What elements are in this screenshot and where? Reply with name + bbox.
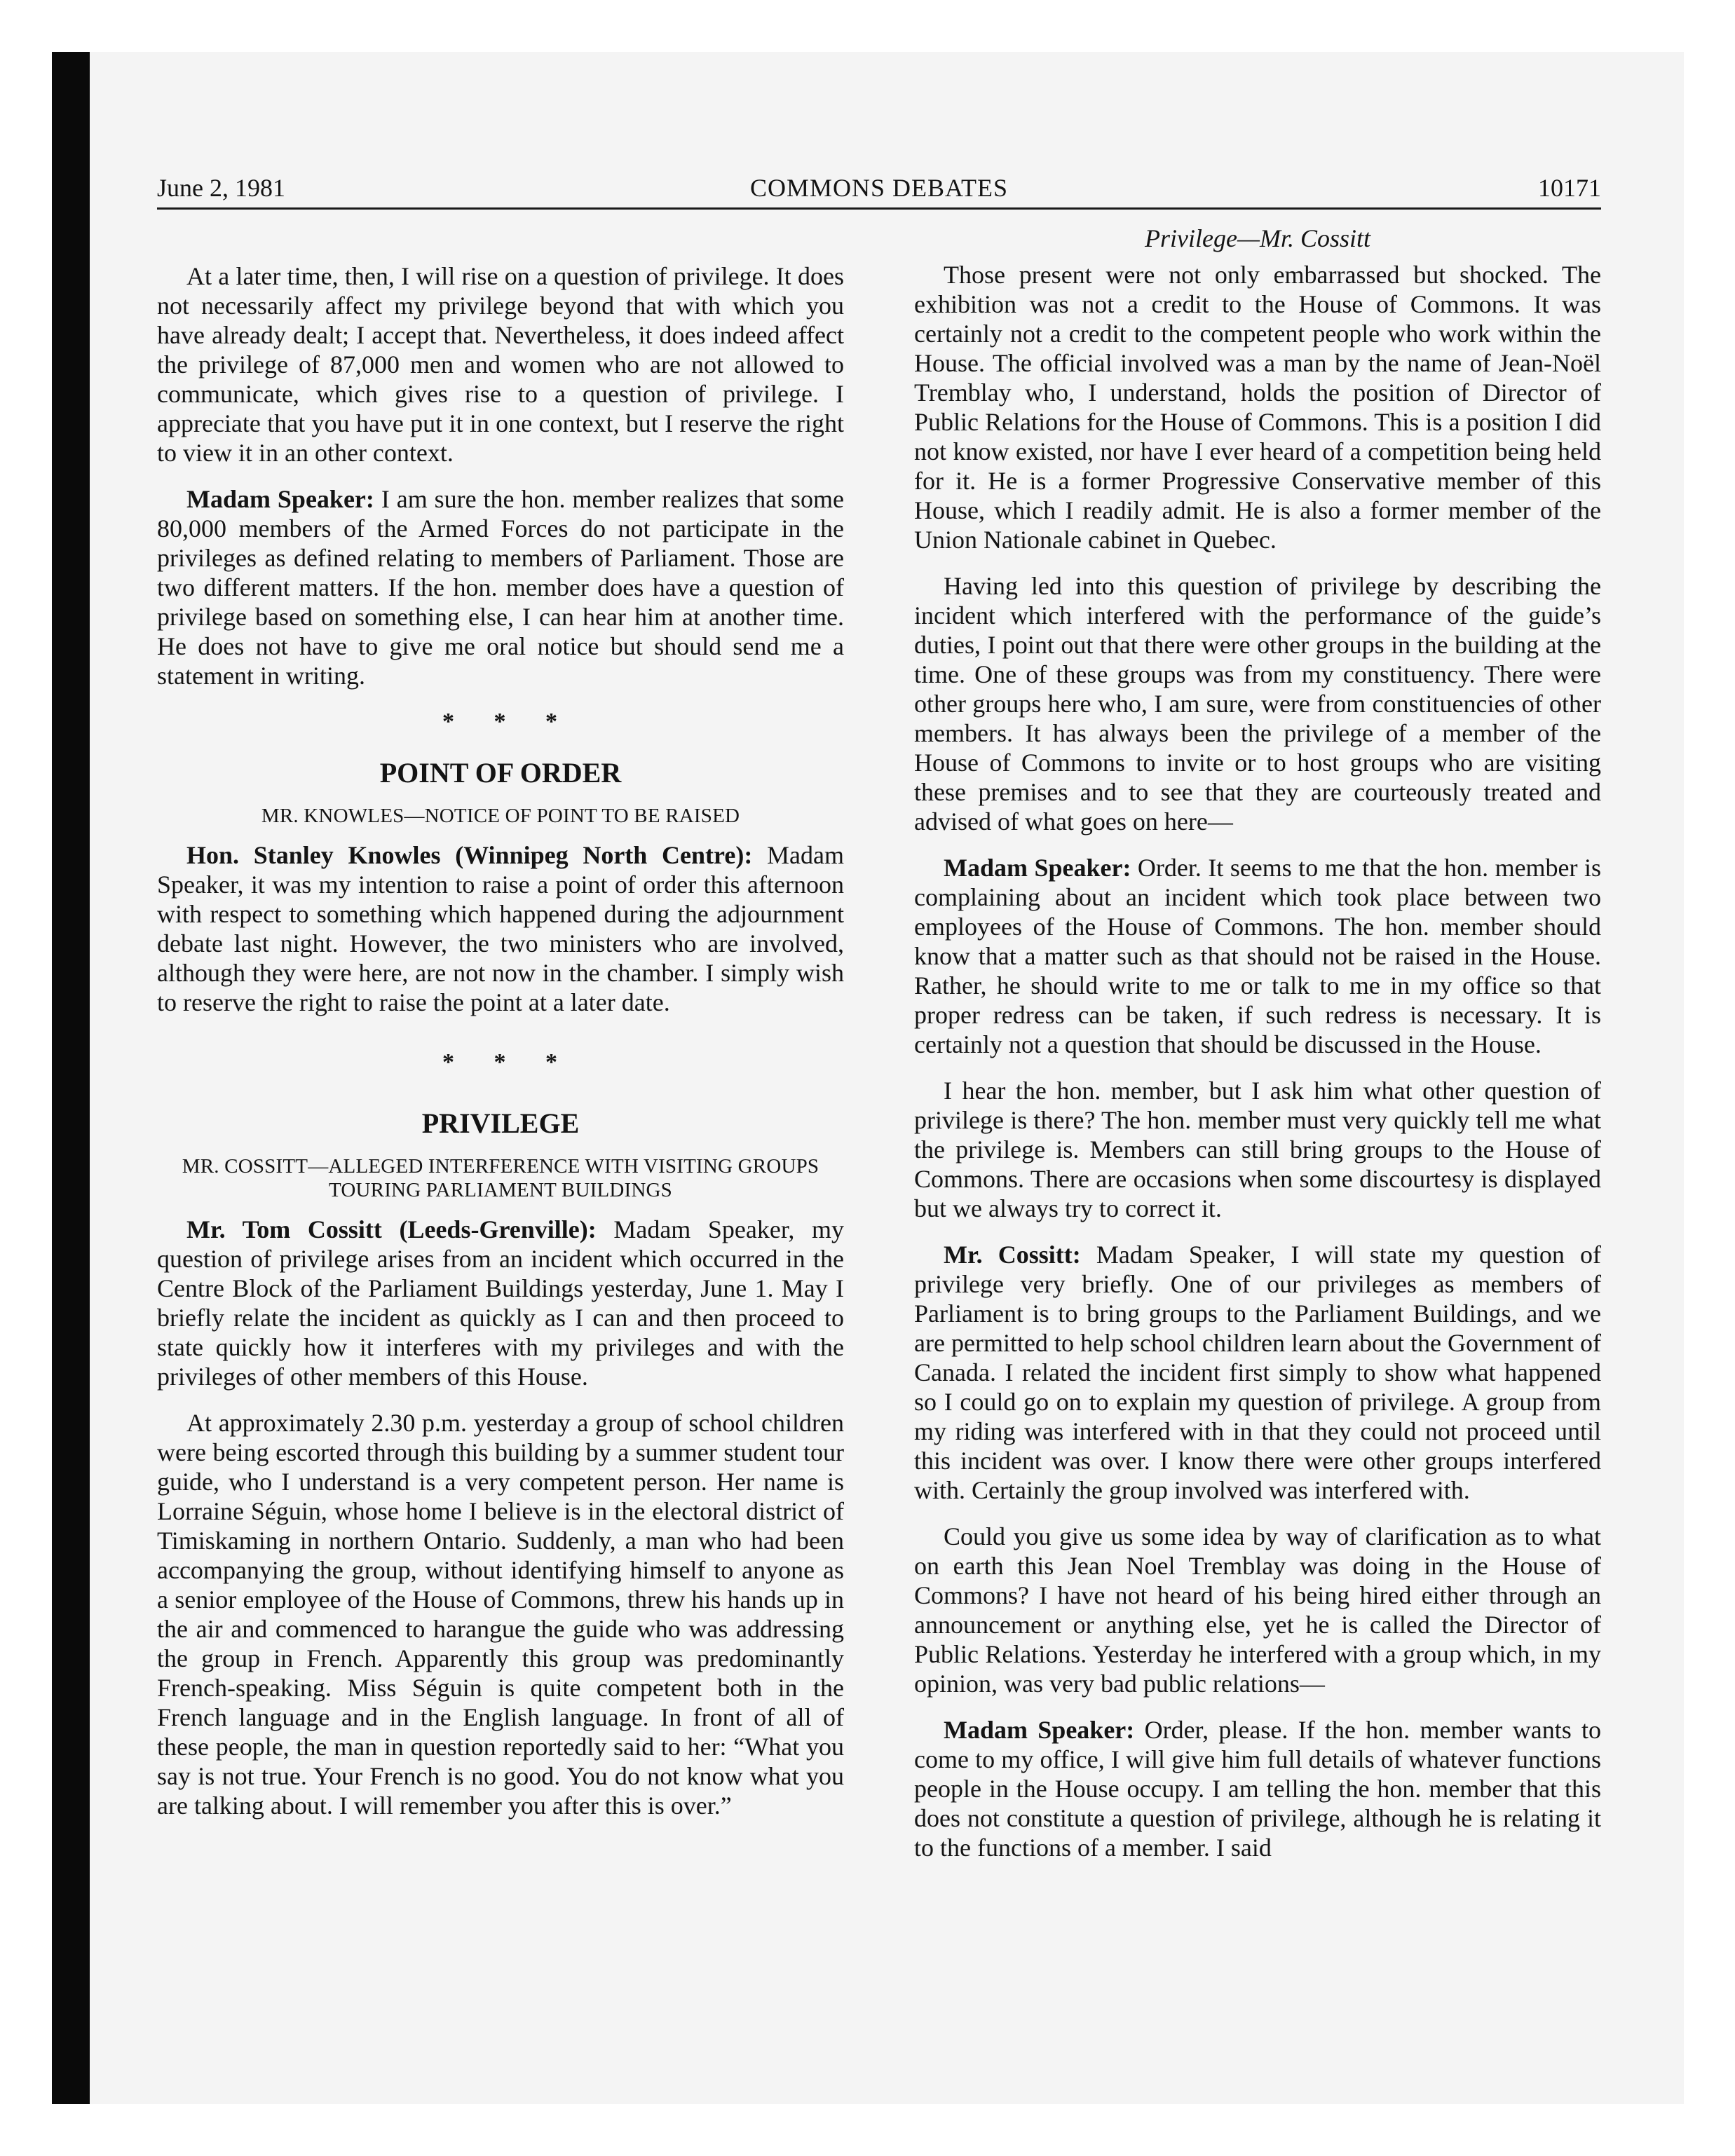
speaker-name: Madam Speaker: (944, 854, 1131, 882)
header-page-number: 10171 (1538, 174, 1601, 202)
speech-text: I am sure the hon. member realizes that some 80,000 members of the Armed Forces do not participate in the privileges as defined relating to members of Parliament. Those are two different matters. If the hon. member does have a question of privilege based on something else, I can hear him at another time. He does not have to give me oral notice but should send me a statement in writing. (157, 485, 844, 690)
section-separator: * * * (442, 1049, 574, 1075)
header-journal-title: COMMONS DEBATES (749, 174, 1009, 202)
speaker-name: Mr. Cossitt: (944, 1241, 1081, 1269)
paragraph: At approximately 2.30 p.m. yesterday a group of school children were being escorted through this building by a summer student tour guide, who I understand is a very competent person. Her name is Lorraine Séguin, whose home I believe is in the electoral district of Timiskaming in northern Ontario. Suddenly, a man who had been accompanying the group, without identifying himself to anyone as a senior employee of the House of Commons, threw his hands up in the air and commenced to harangue the guide who was addressing the group in French. Apparently this group was predominantly French-speaking. Miss Séguin is quite competent both in the French language and in the English language. In front of all of these people, the man in question reportedly said to her: “What you say is not true. Your French is no good. You do not know what you are talking about. I will remember you after this is over.” (157, 1409, 844, 1820)
paragraph: I hear the hon. member, but I ask him what other question of privilege is there? The hon. member must very quickly tell me what the privilege is. Members can still bring groups to the House of Commons. There are occasions when some discourtesy is displayed but we always try to correct it. (914, 1077, 1601, 1222)
speech-paragraph (914, 853, 1601, 1059)
column-running-title: Privilege—Mr. Cossitt (1145, 224, 1370, 252)
right-column (914, 222, 1601, 1862)
speech-text: Order, please. If the hon. member wants to come to my office, I will give him full details of whatever functions people in the House occupy. I am telling the hon. member that this does not constitute a question of privilege, although he is relating it to the functions of a member. I said (914, 1716, 1601, 1862)
speaker-name: Madam Speaker: (186, 485, 374, 513)
speaker-name: Madam Speaker: (944, 1716, 1135, 1744)
section-subheading: MR. KNOWLES—NOTICE OF POINT TO BE RAISED (261, 805, 740, 827)
speech-text: Madam Speaker, it was my intention to raise a point of order this afternoon with respect to something which happened during the adjournment debate last night. However, the two ministers who are involved, although they were here, are not now in the chamber. I simply wish to reserve the right to raise the point at a later date. (157, 841, 845, 1016)
speech-text: Order. It seems to me that the hon. member is complaining about an incident which took place between two employees of the House of Commons. The hon. member should know that a matter such as that should not be raised in the House. Rather, he should write to me or talk to me in my office so that proper redress can be taken, if such redress is necessary. It is certainly not a question that should be discussed in the House. (914, 854, 1601, 1058)
section-subheading-line-1: MR. COSSITT—ALLEGED INTERFERENCE WITH VISITING GROUPS (182, 1155, 819, 1178)
speaker-name: Hon. Stanley Knowles (Winnipeg North Centre): (186, 841, 753, 869)
speech-paragraph (914, 1240, 1601, 1505)
section-separator: * * * (442, 709, 574, 735)
paragraph: Having led into this question of privilege by describing the incident which interfered with the performance of the guide’s duties, I point out that there were other groups in the building at the time. One of these groups was from my constituency. There were other groups here who, I am sure, were from constituencies of other members. It has always been the privilege of a member of the House of Commons to invite or to host groups who are visiting these premises and to see that they are courteously treated and advised of what goes on here— (914, 572, 1601, 835)
section-heading-privilege: PRIVILEGE (421, 1107, 580, 1139)
speaker-name: Mr. Tom Cossitt (Leeds-Grenville): (186, 1215, 597, 1243)
speech-text: Madam Speaker, I will state my question of privilege very briefly. One of our privileges as members of Parliament is to bring groups to the Parliament Buildings, and we are permitted to help school children learn about the Government of Canada. I related the incident first simply to show what happened so I could go on to explain my question of privilege. A group from my riding was interfered with in that they could not proceed until this incident was over. I know there were other groups interfered with. Certainly the group involved was interfered with. (914, 1241, 1602, 1504)
speech-paragraph (157, 484, 844, 690)
header-date: June 2, 1981 (157, 174, 285, 202)
hansard-page (157, 168, 1602, 1862)
section-subheading-line-2: TOURING PARLIAMENT BUILDINGS (328, 1179, 673, 1201)
speech-paragraph (157, 1215, 844, 1391)
speech-paragraph (914, 1715, 1601, 1862)
paragraph: Could you give us some idea by way of clarification as to what on earth this Jean Noel Tremblay was doing in the House of Commons? I have not heard of his being hired either through an announcement or anything else, yet he is called the Director of Public Relations. Yesterday he interfered with a group which, in my opinion, was very bad public relations— (914, 1522, 1601, 1698)
paragraph: Those present were not only embarrassed but shocked. The exhibition was not a credit to the House of Commons. It was certainly not a credit to the competent people who work within the House. The official involved was a man by the name of Jean-Noël Tremblay who, I understand, holds the position of Director of Public Relations for the House of Commons. This is a position I did not know existed, nor have I ever heard of a competition being held for it. He is a former Progressive Conservative member of this House, which I readily admit. He is also a former member of the Union Nationale cabinet in Quebec. (914, 261, 1601, 554)
speech-paragraph (157, 840, 844, 1017)
binding-shadow-edge (52, 52, 90, 2104)
left-column (157, 261, 844, 1820)
running-header (157, 168, 1601, 210)
section-heading-point-of-order: POINT OF ORDER (379, 757, 622, 789)
speech-text: Madam Speaker, my question of privilege arises from an incident which occurred in the Centre Block of the Parliament Buildings yesterday, June 1. May I briefly relate the incident as quickly as I can and then proceed to state quickly how it interferes with my privileges and with the privileges of other members of this House. (157, 1215, 844, 1391)
paragraph: At a later time, then, I will rise on a question of privilege. It does not necessarily affect my privilege beyond that with which you have already dealt; I accept that. Nevertheless, it does indeed affect the privilege of 87,000 men and women who are not allowed to communicate, which gives rise to a question of privilege. I appreciate that you have put it in one context, but I reserve the right to view it in an other context. (157, 262, 844, 467)
